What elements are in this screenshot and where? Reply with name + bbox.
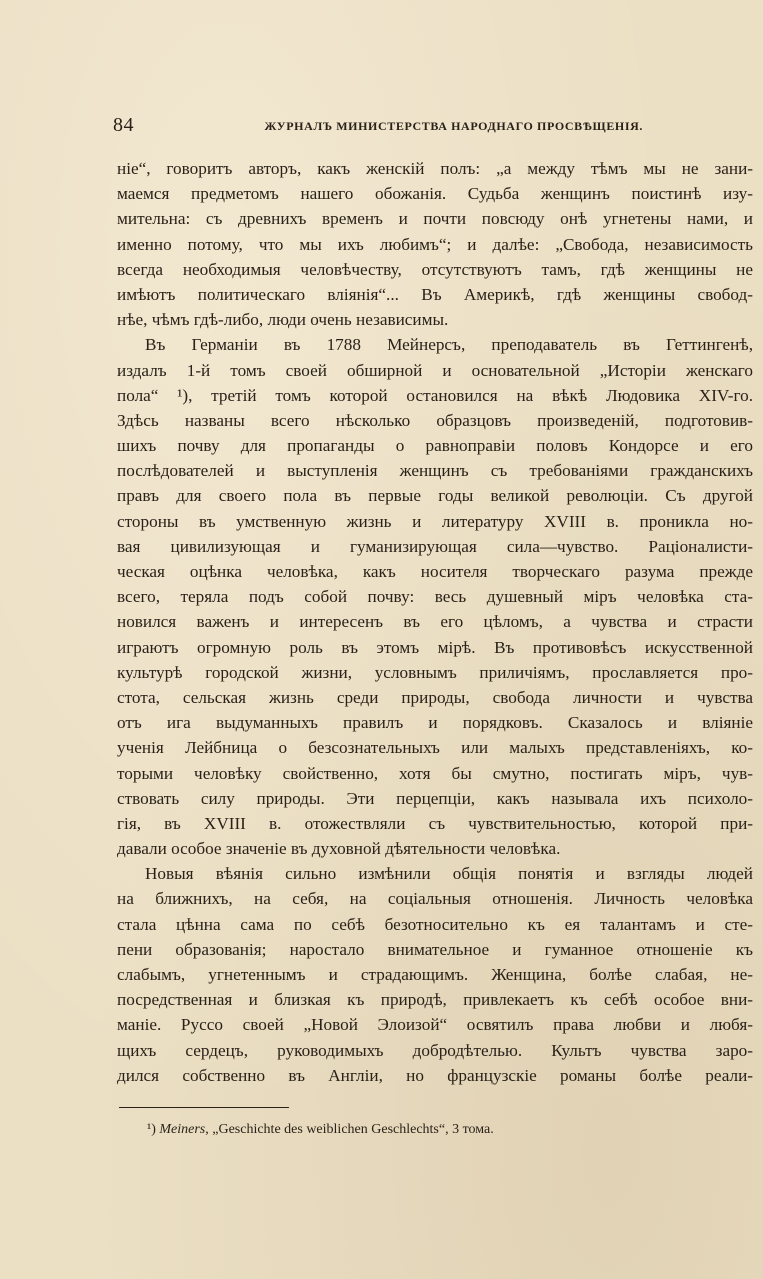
text-line: издалъ 1-й томъ своей обширной и основательной „Исторіи женскаго <box>117 360 753 380</box>
page-number: 84 <box>113 114 134 136</box>
text-line: маемся предметомъ нашего обожанія. Судьба женщинъ поистинѣ изу- <box>117 184 753 204</box>
text-line: посредственная и близкая къ природѣ, привлекаетъ къ себѣ особое вни- <box>117 990 753 1010</box>
text-line: Новыя вѣянія сильно измѣнили общія понятія и взгляды людей <box>145 864 753 884</box>
text-line: послѣдователей и выступленія женщинъ съ требованіями гражданскихъ <box>117 461 753 481</box>
text-line: всего, теряла подъ собой почву: весь душевный міръ человѣка ста- <box>117 587 753 607</box>
text-line: всегда необходимыя человѣчеству, отсутствуютъ тамъ, гдѣ женщины не <box>117 259 753 279</box>
text-line: Въ Германіи въ 1788 Мейнерсъ, преподаватель въ Геттингенѣ, <box>145 335 753 355</box>
text-line: Здѣсь названы всего нѣсколько образцовъ произведеній, подготовив- <box>117 410 753 430</box>
text-line: мительна: съ древнихъ временъ и почти повсюду онѣ угнетены нами, и <box>117 209 753 229</box>
text-line: играютъ огромную роль въ этомъ мірѣ. Въ противовѣсъ искусственной <box>117 637 753 657</box>
text-line: на ближнихъ, на себя, на соціальныя отношенія. Личность человѣка <box>117 889 753 909</box>
text-line: щихъ сердецъ, руководимыхъ добродѣтелью. Культъ чувства заро- <box>117 1040 753 1060</box>
text-line: имѣютъ политическаго вліянія“... Въ Америкѣ, гдѣ женщины свобод- <box>117 284 753 304</box>
footnote-marker: ¹) <box>147 1122 156 1137</box>
text-line: вая цивилизующая и гуманизирующая сила—чувство. Раціоналисти- <box>117 536 753 556</box>
page-header <box>113 114 643 140</box>
text-line: именно потому, что мы ихъ любимъ“; и далѣе: „Свобода, независимость <box>117 234 753 254</box>
text-line: гія, въ XVIII в. отожествляли съ чувствительностью, которой при- <box>117 813 753 833</box>
text-line: ніе“, говоритъ авторъ, какъ женскій полъ: „а между тѣмъ мы не зани- <box>117 159 753 178</box>
text-line: шихъ почву для пропаганды о равноправіи половъ Кондорсе и его <box>117 436 753 456</box>
footnote-author: Meiners <box>159 1122 206 1137</box>
text-line: дился собственно въ Англіи, но французскіе романы болѣе реали- <box>117 1065 753 1085</box>
text-line: нѣе, чѣмъ гдѣ-либо, люди очень независимы. <box>117 310 449 330</box>
text-line: пола“ ¹), третій томъ которой остановился на вѣкѣ Людовика XIV-го. <box>117 385 753 405</box>
text-line: торыми человѣку свойственно, хотя бы смутно, постигать міръ, чув- <box>117 763 753 783</box>
text-line: пени образованія; наростало внимательное и гуманное отношеніе къ <box>117 939 753 959</box>
text-line: ческая оцѣнка человѣка, какъ носителя творческаго разума прежде <box>117 562 753 581</box>
text-line: правъ для своего пола въ первые годы великой революціи. Съ другой <box>117 486 753 506</box>
text-line: стала цѣнна сама по себѣ безотносительно къ ея талантамъ и сте- <box>117 914 753 934</box>
text-line: стота, сельская жизнь среди природы, свобода личности и чувства <box>117 687 753 707</box>
footnote-divider <box>119 1107 289 1108</box>
text-line: стороны въ умственную жизнь и литературу XVIII в. проникла но- <box>117 511 753 531</box>
body-text <box>117 156 753 1088</box>
text-line: слабымъ, угнетеннымъ и страдающимъ. Женщина, болѣе слабая, не- <box>117 965 753 984</box>
text-line: отъ ига выдуманныхъ правилъ и порядковъ. Сказалось и вліяніе <box>117 713 753 733</box>
footnote-text: , „Geschichte des weiblichen Geschlechts“, 3 тома. <box>205 1122 494 1137</box>
text-line: давали особое значеніе въ духовной дѣятельности человѣка. <box>117 839 561 859</box>
text-line: ствовать силу природы. Эти перцепціи, какъ называла ихъ психоло- <box>117 788 753 808</box>
text-line: культурѣ городской жизни, условнымъ приличіямъ, прославляется про- <box>117 662 753 682</box>
running-title: ЖУРНАЛЪ МИНИСТЕРСТВА НАРОДНАГО ПРОСВѢЩЕНІЯ. <box>264 119 643 133</box>
text-line: новился важенъ и интересенъ въ его цѣломъ, а чувства и страсти <box>117 612 753 632</box>
text-line: маніе. Руссо своей „Новой Элоизой“ освятилъ права любви и любя- <box>117 1015 753 1035</box>
footnote <box>147 1122 494 1138</box>
text-line: ученія Лейбница о безсознательныхъ или малыхъ представленіяхъ, ко- <box>117 738 753 758</box>
